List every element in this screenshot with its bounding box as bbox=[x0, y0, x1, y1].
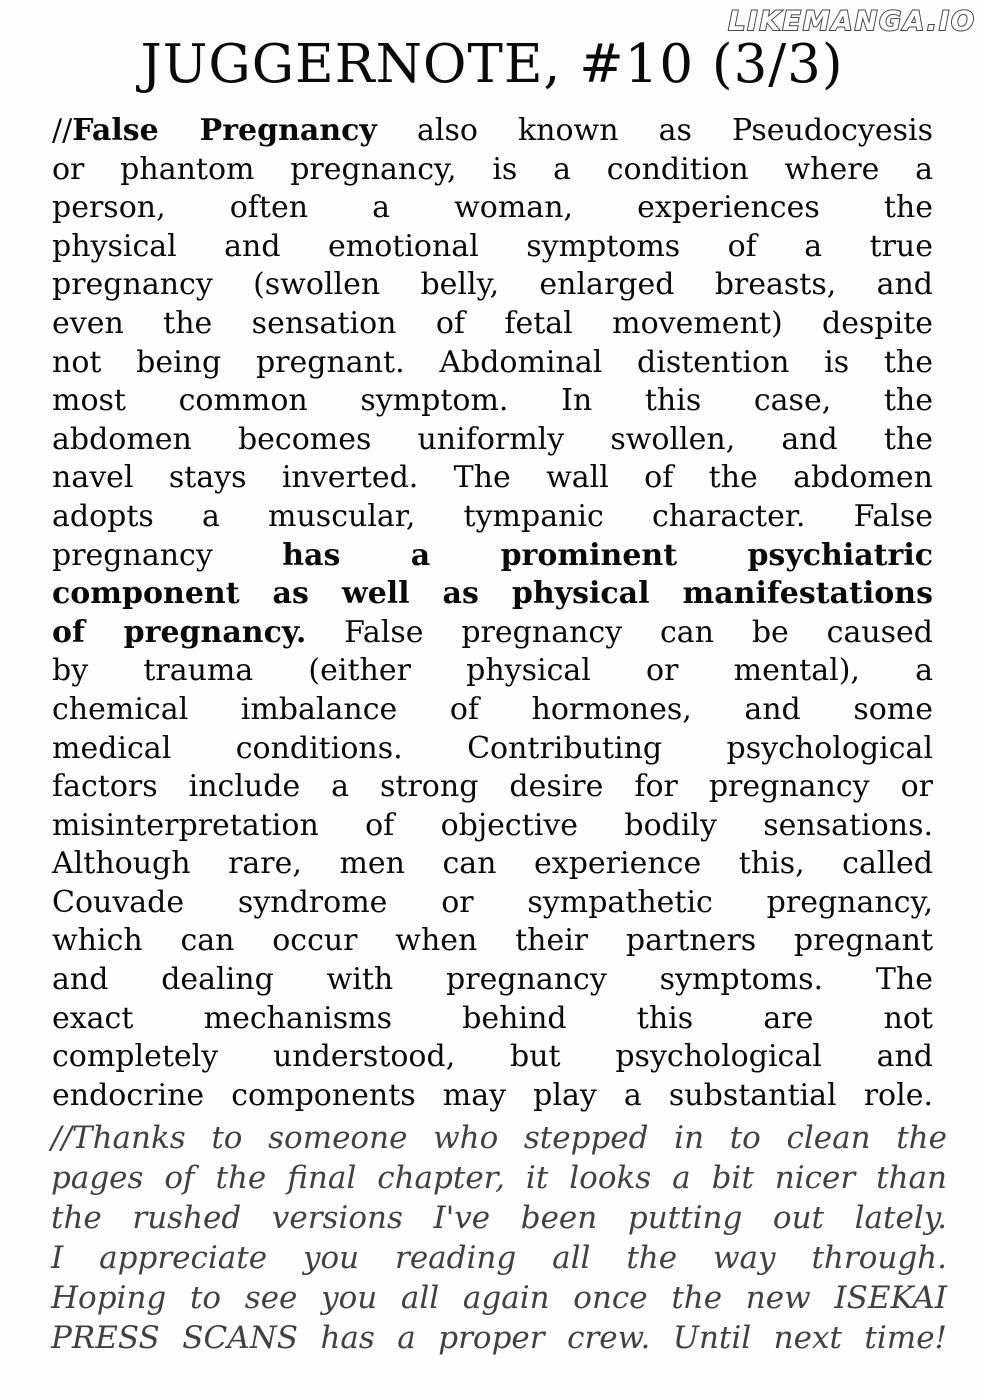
note-line: I appreciate you reading all the way through. bbox=[51, 1240, 947, 1276]
body-line bbox=[52, 691, 933, 730]
text-segment: also known as Pseudocyesis bbox=[376, 113, 933, 148]
body-line bbox=[52, 498, 933, 537]
text-segment: or phantom pregnancy, is a condition where a bbox=[52, 151, 933, 187]
body-line bbox=[52, 459, 933, 498]
body-line bbox=[52, 537, 933, 576]
text-segment: misinterpretation of objective bodily sensations. bbox=[52, 807, 933, 843]
text-segment: False pregnancy can be caused bbox=[306, 614, 934, 650]
body-line bbox=[52, 845, 933, 884]
body-line bbox=[52, 421, 933, 460]
body-line bbox=[52, 961, 933, 1000]
body-line bbox=[52, 189, 933, 228]
text-segment: not being pregnant. Abdominal distention is the bbox=[52, 344, 933, 380]
text-segment: by trauma (either physical or mental), a bbox=[52, 653, 933, 689]
body-line bbox=[52, 575, 933, 614]
body-line bbox=[52, 884, 933, 923]
text-segment: endocrine components may play a substantial role. bbox=[52, 1077, 933, 1113]
body-line bbox=[52, 768, 933, 807]
text-segment: completely understood, but psychological and bbox=[52, 1039, 933, 1075]
body-line bbox=[52, 730, 933, 769]
translator-note-footer bbox=[51, 1118, 947, 1358]
body-line bbox=[52, 1038, 933, 1077]
text-segment: Couvade syndrome or sympathetic pregnancy, bbox=[52, 884, 933, 920]
text-segment: pregnancy bbox=[52, 537, 283, 573]
text-segment: pregnancy (swollen belly, enlarged breasts, and bbox=[52, 267, 933, 303]
bold-text-segment: has a prominent psychiatric bbox=[282, 537, 933, 573]
bold-text-segment: False Pregnancy bbox=[72, 113, 377, 148]
bold-text-segment: component as well as physical manifestations bbox=[52, 576, 933, 612]
note-line: PRESS SCANS has a proper crew. Until next time! bbox=[51, 1320, 947, 1356]
text-segment: abdomen becomes uniformly swollen, and the bbox=[52, 421, 933, 457]
body-line bbox=[52, 228, 933, 267]
text-segment: chemical imbalance of hormones, and some bbox=[52, 691, 933, 727]
body-line bbox=[52, 305, 933, 344]
translator-note-body bbox=[52, 112, 933, 1115]
note-line: Hoping to see you all again once the new ISEKAI bbox=[51, 1280, 947, 1316]
note-line: pages of the final chapter, it looks a bit nicer than bbox=[51, 1160, 947, 1196]
text-segment: even the sensation of fetal movement) despite bbox=[52, 305, 933, 341]
note-line: the rushed versions I've been putting out lately. bbox=[51, 1200, 947, 1236]
text-segment: adopts a muscular, tympanic character. False bbox=[52, 498, 933, 534]
text-segment: // bbox=[52, 113, 73, 148]
body-line bbox=[52, 1000, 933, 1039]
body-line bbox=[52, 151, 933, 190]
text-segment: medical conditions. Contributing psychological bbox=[52, 730, 933, 766]
text-segment: and dealing with pregnancy symptoms. The bbox=[52, 962, 933, 998]
body-line bbox=[52, 112, 933, 151]
text-segment: Although rare, men can experience this, called bbox=[52, 846, 933, 882]
body-line bbox=[52, 807, 933, 846]
body-line bbox=[52, 922, 933, 961]
note-line: //Thanks to someone who stepped in to clean the bbox=[51, 1120, 947, 1156]
text-segment: person, often a woman, experiences the bbox=[52, 190, 933, 226]
page-title: JUGGERNOTE, #10 (3/3) bbox=[140, 34, 844, 95]
text-segment: exact mechanisms behind this are not bbox=[52, 1000, 933, 1036]
body-line bbox=[52, 1077, 933, 1116]
body-line bbox=[52, 614, 933, 653]
body-line bbox=[52, 266, 933, 305]
text-segment: most common symptom. In this case, the bbox=[52, 383, 933, 419]
text-segment: physical and emotional symptoms of a true bbox=[52, 228, 933, 264]
text-segment: navel stays inverted. The wall of the abdomen bbox=[52, 460, 933, 496]
site-watermark: LIKEMANGA.IO bbox=[728, 6, 976, 37]
body-line bbox=[52, 652, 933, 691]
body-line bbox=[52, 382, 933, 421]
text-segment: factors include a strong desire for pregnancy or bbox=[52, 769, 933, 805]
bold-text-segment: of pregnancy. bbox=[52, 614, 307, 650]
text-segment: which can occur when their partners pregnant bbox=[52, 923, 933, 959]
body-line bbox=[52, 344, 933, 383]
